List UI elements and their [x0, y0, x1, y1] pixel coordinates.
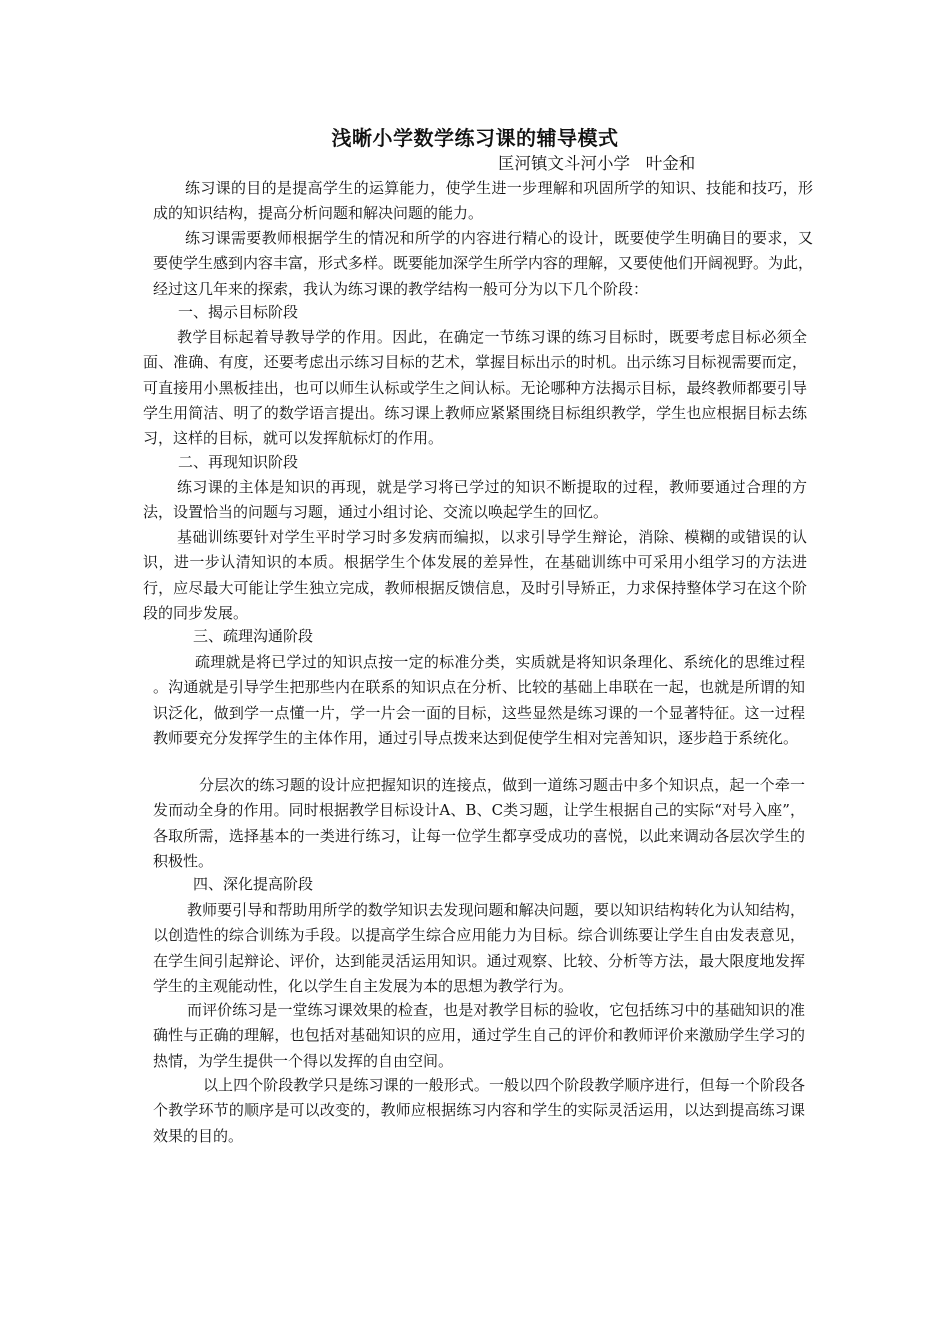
section-4-heading: 四、深化提高阶段: [193, 875, 314, 893]
section-1-paragraph-1: 教学目标起着导教导学的作用。因此，在确定一节练习课的练习目标时，既要考虑目标必须全面、准确、有度，还要考虑出示练习目标的艺术，掌握目标出示的时机。出示练习目标视需要而定，可直接用小黑板挂出，也可以师生认标或学生之间认标。无论哪种方法揭示目标，最终教师都要引导学生用简洁、明了的数学语言提出。练习课上教师应紧紧围绕目标组织教学，学生也应根据目标去练习，这样的目标，就可以发挥航标灯的作用。: [143, 328, 807, 448]
section-3-paragraph-2: 分层次的练习题的设计应把握知识的连接点，做到一道练习题击中多个知识点，起一个牵一发而动全身的作用。同时根据教学目标设计A、B、C类习题，让学生根据自己的实际“对号入座”，各取所需，选择基本的一类进行练习，让每一位学生都享受成功的喜悦，以此来调动各层次学生的积极性。: [153, 776, 805, 870]
conclusion-paragraph: 以上四个阶段教学只是练习课的一般形式。一般以四个阶段教学顺序进行，但每一个阶段各个教学环节的顺序是可以改变的，教师应根据练习内容和学生的实际灵活运用，以达到提高练习课效果的目的。: [153, 1076, 805, 1145]
section-2-heading: 二、再现知识阶段: [178, 453, 299, 471]
section-1-heading: 一、揭示目标阶段: [178, 303, 299, 321]
intro-paragraph-1: 练习课的目的是提高学生的运算能力，使学生进一步理解和巩固所学的知识、技能和技巧，形成的知识结构，提高分析问题和解决问题的能力。: [153, 179, 813, 223]
section-3-paragraph-1: 疏理就是将已学过的知识点按一定的标准分类，实质就是将知识条理化、系统化的思维过程 。沟通就是引导学生把那些内在联系的知识点在分析、比较的基础上串联在一起，也就是所谓的知识泛化，做到学一点懂一片，学一片会一面的目标，这些显然是练习课的一个显著特征。这一过程教师要充分发挥学生的主体作用，通过引导点拨来达到促使学生相对完善知识，逐步趋于系统化。: [153, 653, 805, 747]
document-author: 匡河镇文斗河小学 叶金和: [498, 154, 696, 173]
document-title: 浅晰小学数学练习课的辅导模式: [331, 126, 619, 150]
section-4-paragraph-2: 而评价练习是一堂练习课效果的检查，也是对教学目标的验收，它包括练习中的基础知识的准确性与正确的理解，也包括对基础知识的应用，通过学生自己的评价和教师评价来激励学生学习的热情，为学生提供一个得以发挥的自由空间。: [153, 1001, 805, 1070]
section-2-paragraph-2: 基础训练要针对学生平时学习时多发病而编拟，以求引导学生辩论，消除、模糊的或错误的认识，进一步认清知识的本质。根据学生个体发展的差异性，在基础训练中可采用小组学习的方法进行，应尽最大可能让学生独立完成，教师根据反馈信息，及时引导矫正，力求保持整体学习在这个阶段的同步发展。: [143, 528, 807, 622]
section-2-paragraph-1: 练习课的主体是知识的再现，就是学习将已学过的知识不断提取的过程，教师要通过合理的方法，设置恰当的问题与习题，通过小组讨论、交流以唤起学生的回忆。: [143, 478, 807, 522]
intro-paragraph-2: 练习课需要教师根据学生的情况和所学的内容进行精心的设计，既要使学生明确目的要求，又要使学生感到内容丰富，形式多样。既要能加深学生所学内容的理解，又要使他们开阔视野。为此，经过这几年来的探索，我认为练习课的教学结构一般可分为以下几个阶段：: [153, 229, 814, 298]
section-4-paragraph-1: 教师要引导和帮助用所学的数学知识去发现问题和解决问题，要以知识结构转化为认知结构，以创造性的综合训练为手段。以提高学生综合应用能力为目标。综合训练要让学生自由发表意见，在学生间引起辩论、评价，达到能灵活运用知识。通过观察、比较、分析等方法，最大限度地发挥学生的主观能动性，化以学生自主发展为本的思想为教学行为。: [153, 901, 805, 995]
section-3-heading: 三、疏理沟通阶段: [193, 627, 314, 645]
